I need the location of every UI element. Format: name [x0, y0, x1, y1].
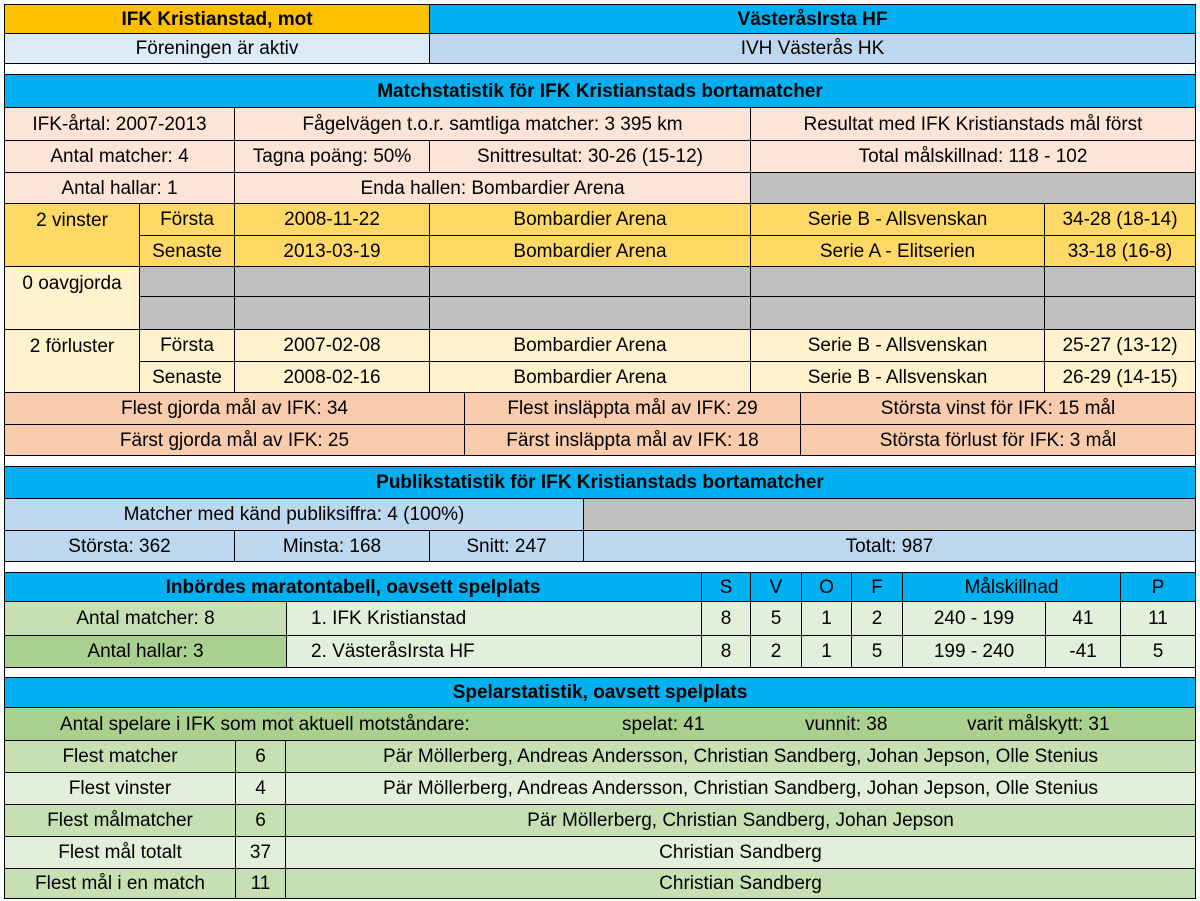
audience-stats-title: Publikstatistik för IFK Kristianstads bortamatcher [4, 466, 1196, 499]
players-played: spelat: 41 [622, 713, 705, 735]
draws-label: 0 oavgjorda [4, 266, 140, 330]
marathon-s: 8 [701, 601, 751, 636]
stat-label: Flest mål totalt [4, 836, 236, 869]
marathon-v: 5 [750, 601, 802, 636]
marathon-v: 2 [750, 635, 802, 668]
empty-cell [750, 296, 1045, 330]
win-first-score: 34-28 (18-14) [1044, 203, 1196, 236]
stat-player-names: Pär Möllerberg, Andreas Andersson, Christian Sandberg, Johan Jepson, Olle Stenius [285, 772, 1196, 805]
team-right-alias: IVH Västerås HK [429, 33, 1196, 64]
win-first-arena: Bombardier Arena [429, 203, 751, 236]
marathon-goals: 240 - 199 [902, 601, 1046, 636]
stat-player-names: Christian Sandberg [285, 836, 1196, 869]
win-latest-date: 2013-03-19 [234, 235, 430, 267]
stat-label: Flest matcher [4, 740, 236, 773]
empty-cell [139, 296, 235, 330]
stat-label: Flest vinster [4, 772, 236, 805]
players-scorers: varit målskytt: 31 [967, 713, 1110, 735]
loss-first-score: 25-27 (13-12) [1044, 329, 1196, 362]
win-latest-score: 33-18 (16-8) [1044, 235, 1196, 267]
match-stats-title: Matchstatistik för IFK Kristianstads bortamatcher [4, 74, 1196, 108]
col-header-o: O [801, 572, 852, 602]
win-latest-arena: Bombardier Arena [429, 235, 751, 267]
players-won: vunnit: 38 [805, 713, 888, 735]
marathon-points: 5 [1120, 635, 1196, 668]
marathon-o: 1 [801, 601, 852, 636]
loss-latest-arena: Bombardier Arena [429, 361, 751, 393]
marathon-f: 5 [851, 635, 903, 668]
hall-count: Antal hallar: 1 [4, 172, 235, 204]
loss-latest-label: Senaste [139, 361, 235, 393]
points-taken: Tagna poäng: 50% [234, 140, 430, 173]
empty-cell [429, 296, 751, 330]
col-header-v: V [750, 572, 802, 602]
biggest-win: Största vinst för IFK: 15 mål [800, 392, 1196, 425]
loss-latest-date: 2008-02-16 [234, 361, 430, 393]
empty-cell [429, 266, 751, 297]
marathon-hall-count: Antal hallar: 3 [4, 635, 287, 668]
smallest-audience: Minsta: 168 [234, 530, 430, 562]
team-right-title: VästeråsIrsta HF [429, 4, 1196, 34]
win-first-label: Första [139, 203, 235, 236]
stat-value: 6 [235, 740, 286, 773]
win-first-series: Serie B - Allsvenskan [750, 203, 1045, 236]
fewest-goals-scored: Färst gjorda mål av IFK: 25 [4, 424, 465, 456]
biggest-loss: Största förlust för IFK: 3 mål [800, 424, 1196, 456]
empty-cell [1044, 266, 1196, 297]
only-hall: Enda hallen: Bombardier Arena [234, 172, 751, 204]
col-header-goal-difference: Målskillnad [902, 572, 1121, 602]
empty-cell [583, 498, 1196, 531]
most-goals-scored: Flest gjorda mål av IFK: 34 [4, 392, 465, 425]
empty-cell [234, 296, 430, 330]
loss-first-date: 2007-02-08 [234, 329, 430, 362]
loss-first-label: Första [139, 329, 235, 362]
marathon-f: 2 [851, 601, 903, 636]
stat-player-names: Pär Möllerberg, Andreas Andersson, Christian Sandberg, Johan Jepson, Olle Stenius [285, 740, 1196, 773]
empty-cell [139, 266, 235, 297]
loss-latest-series: Serie B - Allsvenskan [750, 361, 1045, 393]
marathon-s: 8 [701, 635, 751, 668]
marathon-diff: 41 [1045, 601, 1121, 636]
stat-value: 4 [235, 772, 286, 805]
wins-label: 2 vinster [4, 203, 140, 267]
col-header-s: S [701, 572, 751, 602]
marathon-diff: -41 [1045, 635, 1121, 668]
stat-value: 11 [235, 868, 286, 899]
average-result: Snittresultat: 30-26 (15-12) [429, 140, 751, 173]
total-audience: Totalt: 987 [583, 530, 1196, 562]
stat-label: Flest målmatcher [4, 804, 236, 837]
ifk-years: IFK-årtal: 2007-2013 [4, 107, 235, 141]
known-audience: Matcher med känd publiksiffra: 4 (100%) [4, 498, 584, 531]
col-header-p: P [1120, 572, 1196, 602]
marathon-match-count: Antal matcher: 8 [4, 601, 287, 636]
player-count-label: Antal spelare i IFK som mot aktuell motståndare: [60, 713, 470, 735]
player-count-row [4, 707, 1196, 741]
stat-player-names: Christian Sandberg [285, 868, 1196, 899]
empty-cell [1044, 296, 1196, 330]
losses-label: 2 förluster [4, 329, 140, 393]
win-first-date: 2008-11-22 [234, 203, 430, 236]
marathon-title: Inbördes maratontabell, oavsett spelplats [4, 572, 702, 602]
marathon-o: 1 [801, 635, 852, 668]
loss-first-arena: Bombardier Arena [429, 329, 751, 362]
win-latest-series: Serie A - Elitserien [750, 235, 1045, 267]
team-left-title: IFK Kristianstad, mot [4, 4, 430, 34]
empty-cell [750, 172, 1196, 204]
fewest-goals-conceded: Färst insläppta mål av IFK: 18 [464, 424, 801, 456]
total-goal-difference: Total målskillnad: 118 - 102 [750, 140, 1196, 173]
col-header-f: F [851, 572, 903, 602]
win-latest-label: Senaste [139, 235, 235, 267]
marathon-points: 11 [1120, 601, 1196, 636]
stat-value: 37 [235, 836, 286, 869]
stat-value: 6 [235, 804, 286, 837]
loss-latest-score: 26-29 (14-15) [1044, 361, 1196, 393]
result-note: Resultat med IFK Kristianstads mål först [750, 107, 1196, 141]
average-audience: Snitt: 247 [429, 530, 584, 562]
most-goals-conceded: Flest insläppta mål av IFK: 29 [464, 392, 801, 425]
stat-label: Flest mål i en match [4, 868, 236, 899]
stat-player-names: Pär Möllerberg, Christian Sandberg, Johan Jepson [285, 804, 1196, 837]
travel-distance: Fågelvägen t.o.r. samtliga matcher: 3 395 km [234, 107, 751, 141]
empty-cell [750, 266, 1045, 297]
marathon-goals: 199 - 240 [902, 635, 1046, 668]
team-left-status: Föreningen är aktiv [4, 33, 430, 64]
empty-cell [234, 266, 430, 297]
loss-first-series: Serie B - Allsvenskan [750, 329, 1045, 362]
match-count: Antal matcher: 4 [4, 140, 235, 173]
marathon-team-row: 1. IFK Kristianstad [286, 601, 702, 636]
largest-audience: Största: 362 [4, 530, 235, 562]
player-stats-title: Spelarstatistik, oavsett spelplats [4, 677, 1196, 708]
marathon-team-row: 2. VästeråsIrsta HF [286, 635, 702, 668]
